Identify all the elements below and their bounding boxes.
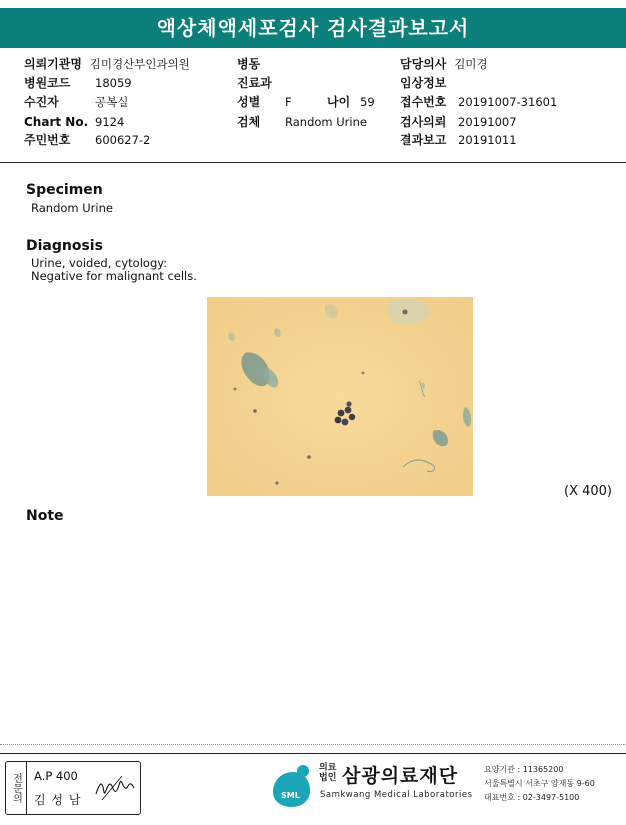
info-dept	[237, 76, 272, 91]
handwritten-signature	[92, 772, 136, 804]
footer-rule	[0, 753, 626, 754]
doctor-value: 김미경	[454, 57, 488, 71]
specimen-value: Random Urine	[285, 115, 367, 129]
logo-text: SML	[281, 791, 300, 800]
report-title: 액상체액세포검사 검사결과보고서	[0, 8, 626, 48]
info-clinical	[400, 76, 446, 91]
diagnosis-heading: Diagnosis	[26, 238, 103, 254]
info-patient	[24, 95, 129, 110]
institution-label: 의뢰기관명	[24, 57, 82, 71]
request-label: 검사의뢰	[400, 115, 447, 129]
age-value: 59	[360, 95, 375, 109]
sml-logo-icon	[270, 762, 316, 808]
footer-divider	[0, 744, 626, 745]
patient-value: 공복실	[95, 95, 129, 109]
corp-label-bottom: 법인	[319, 773, 337, 783]
info-id	[24, 133, 151, 148]
org-name-en: Samkwang Medical Laboratories	[320, 790, 473, 800]
dept-label: 진료과	[237, 76, 272, 90]
chart-value: 9124	[95, 115, 125, 129]
corp-label-top: 의료	[319, 763, 337, 773]
specimen-label: 검체	[237, 115, 261, 129]
header-divider	[0, 162, 626, 163]
info-specimen	[237, 115, 367, 130]
microscopy-image	[207, 297, 473, 496]
info-chart	[24, 115, 125, 130]
specimen-heading: Specimen	[26, 182, 103, 198]
patient-label: 수진자	[24, 95, 59, 109]
info-receipt	[400, 95, 558, 110]
org-phone: 대표번호 : 02-3497-5100	[484, 793, 580, 802]
info-institution	[24, 57, 190, 72]
report-label: 결과보고	[400, 133, 447, 147]
diagnosis-line-1: Urine, voided, cytology:	[31, 256, 168, 270]
org-code: 요양기관 : 11365200	[484, 765, 564, 774]
doctor-label: 담당의사	[400, 57, 447, 71]
org-name: 삼광의료재단	[342, 765, 459, 787]
info-report	[400, 133, 517, 148]
info-age	[327, 95, 375, 110]
hospital-code-value: 18059	[95, 76, 132, 90]
info-ward	[237, 57, 260, 72]
info-request	[400, 115, 517, 130]
info-hospital-code	[24, 76, 132, 91]
id-value: 600627-2	[95, 133, 151, 147]
specimen-text: Random Urine	[31, 201, 113, 215]
id-label: 주민번호	[24, 133, 71, 147]
receipt-label: 접수번호	[400, 95, 447, 109]
age-label: 나이	[327, 95, 351, 109]
corp-label	[319, 763, 336, 783]
signature-side-label: 전문의	[6, 762, 27, 814]
ward-label: 병동	[237, 57, 261, 71]
note-heading: Note	[26, 508, 64, 524]
receipt-value: 20191007-31601	[458, 95, 558, 109]
institution-value: 김미경산부인과의원	[89, 57, 190, 71]
info-sex	[237, 95, 292, 110]
signature-line-2: 김 성 남	[34, 793, 82, 807]
info-doctor	[400, 57, 488, 72]
diagnosis-line-2: Negative for malignant cells.	[31, 269, 197, 283]
report-value: 20191011	[458, 133, 517, 147]
signature-box	[5, 761, 141, 815]
signature-line-1: A.P 400	[34, 769, 78, 783]
hospital-code-label: 병원코드	[24, 76, 71, 90]
magnification-label: (X 400)	[564, 484, 612, 499]
clinical-label: 임상정보	[400, 76, 447, 90]
request-value: 20191007	[458, 115, 517, 129]
org-address: 서울특별시 서초구 양재동 9-60	[484, 779, 595, 788]
chart-label: Chart No.	[24, 115, 89, 129]
sex-value: F	[285, 95, 292, 109]
sex-label: 성별	[237, 95, 261, 109]
